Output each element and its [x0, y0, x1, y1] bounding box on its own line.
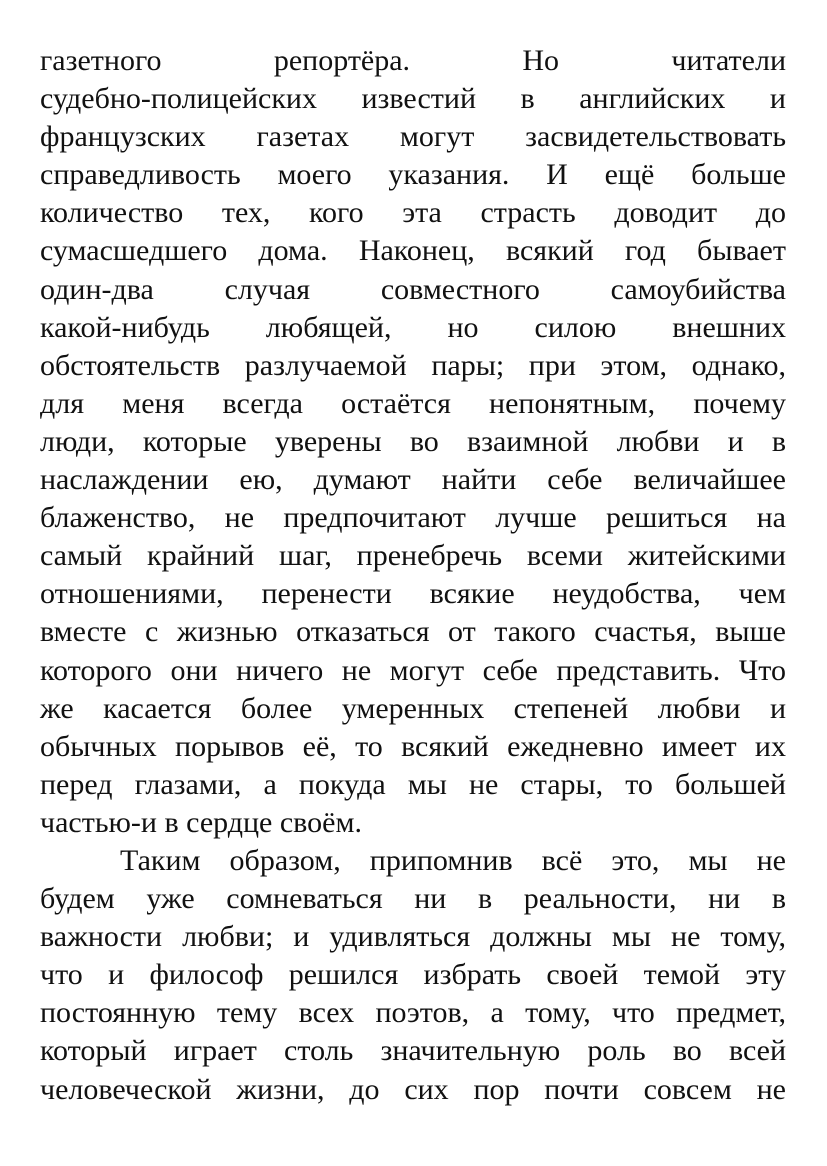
text-line: количество тех, кого эта страсть доводит до — [40, 196, 786, 230]
paragraph-2 — [40, 842, 786, 1109]
text-line: частью-и в сердце своём. — [40, 805, 362, 839]
text-line: справедливость моего указания. И ещё больше — [40, 158, 786, 192]
text-line: люди, которые уверены во взаимной любви и в — [40, 424, 786, 458]
text-line: какой-нибудь любящей, но силою внешних — [40, 310, 786, 344]
text-line: будем уже сомневаться ни в реальности, ни в — [40, 882, 786, 916]
text-line: обстоятельств разлучаемой пары; при этом, однако, — [40, 348, 786, 382]
text-line: перед глазами, а покуда мы не стары, то большей — [40, 767, 786, 801]
text-line: постоянную тему всех поэтов, а тому, что предмет, — [40, 996, 786, 1030]
text-line: что и философ решился избрать своей темой эту — [40, 958, 786, 992]
text-line: наслаждении ею, думают найти себе величайшее — [40, 463, 786, 497]
text-line: французских газетах могут засвидетельствовать — [40, 120, 786, 154]
text-line: для меня всегда остаётся непонятным, почему — [40, 386, 786, 420]
text-line: который играет столь значительную роль во всей — [40, 1034, 786, 1068]
text-line: блаженство, не предпочитают лучше решиться на — [40, 501, 786, 535]
text-line: газетного репортёра. Но читатели — [40, 44, 786, 77]
document-page — [40, 42, 786, 1109]
text-line: обычных порывов её, то всякий ежедневно имеет их — [40, 729, 786, 763]
text-line: вместе с жизнью отказаться от такого счастья, выше — [40, 615, 786, 649]
text-line: судебно-полицейских известий в английских и — [40, 82, 786, 116]
text-line: отношениями, перенести всякие неудобства, чем — [40, 577, 786, 611]
text-line: которого они ничего не могут себе представить. Что — [40, 653, 786, 687]
text-line: важности любви; и удивляться должны мы не тому, — [40, 920, 786, 954]
text-line: один-два случая совместного самоубийства — [40, 272, 786, 306]
text-line: же касается более умеренных степеней любви и — [40, 691, 786, 725]
paragraph-1 — [40, 42, 786, 842]
text-line: самый крайний шаг, пренебречь всеми житейскими — [40, 539, 786, 573]
text-line: человеческой жизни, до сих пор почти совсем не — [40, 1072, 786, 1106]
text-line: Таким образом, припомнив всё это, мы не — [120, 843, 786, 877]
text-line: сумасшедшего дома. Наконец, всякий год бывает — [40, 234, 786, 268]
